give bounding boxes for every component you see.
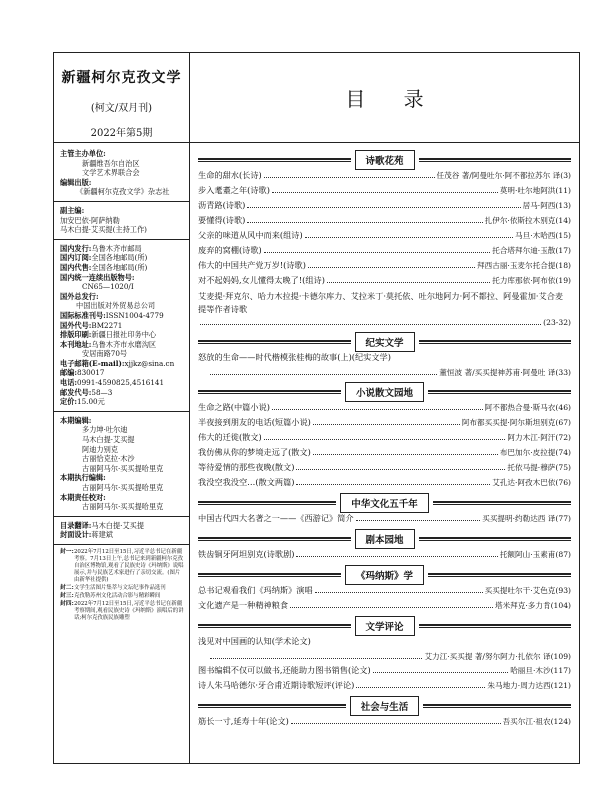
entry-page: (14)	[555, 216, 571, 225]
leader-dots	[356, 520, 481, 521]
entry-author: 董恒波 著/买买提神苏甫·阿曼吐 译	[439, 368, 556, 377]
agent-label: 国内代售:	[60, 262, 92, 272]
entry-page: (109)	[550, 652, 571, 661]
entry-title: 要懂得(诗歌)	[198, 215, 246, 225]
cover-note-key: 封二:	[60, 584, 74, 591]
entry-author: 艾孔达·阿孜木巴依	[492, 478, 556, 487]
cover-design-label: 封面设计:	[60, 530, 92, 540]
section-rule	[198, 624, 351, 628]
domestic-value: 乌鲁木齐市邮局	[91, 243, 142, 253]
foreign-code-value: BM2271	[91, 320, 123, 330]
section-title: 诗歌花苑	[355, 150, 415, 170]
entry-author: 艾力江·买买提 著/努尔阿力·扎依尔 译	[424, 652, 551, 661]
postal-code-label: 邮发代号:	[60, 387, 92, 397]
toc-entry[interactable]	[198, 352, 571, 367]
editor-value: 《新疆柯尔克孜文学》杂志社	[76, 187, 170, 197]
section-rule	[428, 390, 571, 394]
entry-page: (117)	[550, 666, 571, 675]
entry-author: 居马·阿西	[522, 201, 556, 210]
toc-entry[interactable]	[198, 600, 571, 615]
entry-page: (17)	[555, 246, 571, 255]
entry-title: 伟大的中国共产党万岁!(诗歌)	[198, 260, 306, 270]
section-header	[198, 384, 571, 399]
entry-author: 阿布都买买提·阿尔斯坦别克	[461, 418, 556, 427]
domestic-label: 国内发行:	[60, 243, 92, 253]
section-header	[198, 567, 571, 582]
entry-author: 莫明·吐尔地阿洪	[499, 186, 556, 195]
entry-author: 阿不都热合曼·斯马衣	[484, 403, 556, 412]
exec-editor-label: 本期执行编辑:	[60, 473, 106, 483]
entry-author: 买买提吐尔干·艾色克	[484, 586, 556, 595]
entry-page: (74)	[555, 448, 571, 457]
email-label: 电子邮箱(E-mail):	[60, 358, 125, 368]
entry-page: (19)	[555, 276, 571, 285]
entry-title: 半夜接到朋友的电话(短篇小说)	[198, 417, 311, 427]
entry-title: 步入耄耋之年(诗歌)	[198, 185, 270, 195]
toc-entry[interactable]	[198, 636, 571, 651]
toc-entry[interactable]	[198, 245, 571, 260]
cover-note	[60, 549, 185, 584]
toc-entry[interactable]	[198, 200, 571, 215]
section-rule	[198, 158, 351, 162]
section-rule	[419, 340, 572, 344]
section-header	[198, 698, 571, 713]
entry-title: 铁齿铜牙阿坦别克(诗歌剧)	[198, 549, 295, 559]
section-rule	[419, 158, 572, 162]
leader-dots	[291, 723, 501, 724]
section-rule	[198, 573, 341, 577]
entry-page: (72)	[555, 433, 571, 442]
leader-dots	[210, 658, 422, 659]
editor-name: 多力坤·吐尔迪	[82, 425, 128, 435]
cover-note-text: 2022年7月12日至15日,习近平总书记在新疆考察。7月13日上午,总书记来到新疆柯尔克孜自治区博物馆,观看了民族史诗《玛纳斯》说唱展示,并与民族艺术家进行了亲切交流。(图片由新华社提供)	[74, 548, 184, 583]
leader-dots	[313, 454, 498, 455]
entry-title: 等待爱情的那些夜晚(散文)	[198, 462, 295, 472]
divider	[54, 544, 189, 545]
entry-title: 图书编辑不仅可以做书,还能助力图书销售(论文)	[198, 665, 371, 675]
entry-author: 哈丽旦·木沙	[510, 666, 551, 675]
address-line-2: 安居南路70号	[82, 349, 128, 359]
entry-page: (76)	[555, 478, 571, 487]
entry-author: 吾买尔江·祖农	[502, 717, 551, 726]
toc-entry[interactable]	[198, 185, 571, 200]
entry-title: 总书记观看我们《玛纳斯》演唱	[198, 585, 313, 595]
tel-label: 电话:	[60, 378, 78, 388]
entry-page: (15)	[555, 231, 571, 240]
entry-page: (3)	[560, 171, 571, 180]
deputy-editor-2: 马木白提·艾买提(主持工作)	[60, 225, 147, 235]
entry-title: 怒放的生命——时代楷模张桂梅的故事(上)(纪实文学)	[198, 352, 391, 362]
cn-label: 国内统一连续出版物号:	[60, 272, 135, 282]
toc-column	[190, 53, 579, 763]
section-header	[198, 152, 571, 167]
section-header	[198, 531, 571, 546]
entry-author: 塔米拜克·多力肯	[495, 601, 551, 610]
section-title: 剧本园地	[355, 529, 415, 549]
deputy-editor-1: 加安巴依·阿萨纳勒	[60, 215, 120, 225]
entry-page: (23-32)	[543, 318, 571, 327]
section-rule	[198, 537, 351, 541]
editor-name: 马木白提·艾买提	[82, 435, 135, 445]
toc-entry[interactable]	[198, 417, 571, 432]
divider	[54, 411, 189, 412]
toc-entry[interactable]	[198, 513, 571, 528]
entry-title: 废弃的窝棚(诗歌)	[198, 245, 262, 255]
section-title: 文学评论	[355, 616, 415, 636]
section-header	[198, 495, 571, 510]
entry-page: (18)	[555, 261, 571, 270]
subscription-value: 全国各地邮局(所)	[91, 253, 148, 263]
foreign-value: 中国出版对外贸易总公司	[76, 301, 156, 311]
toc-entry[interactable]	[198, 477, 571, 492]
entry-title: 父亲的味道从风中而来(组诗)	[198, 230, 303, 240]
entry-title: 伟大的迁徙(散文)	[198, 432, 262, 442]
subscription-label: 国内订阅:	[60, 253, 92, 263]
leader-dots	[264, 252, 491, 253]
divider	[54, 239, 189, 240]
section-rule	[198, 390, 341, 394]
leader-dots	[305, 237, 513, 238]
entry-author: 买买提明·约勒达西 译	[482, 514, 556, 523]
entry-page: (75)	[555, 463, 571, 472]
foreign-code-label: 国外代号:	[60, 320, 92, 330]
proofreader-value: 古丽阿马尔·买买提哈里克	[82, 502, 164, 512]
section-header	[198, 618, 571, 633]
cover-note-text: 文学生活图片集萃与文坛纪事作品选刊	[74, 584, 166, 591]
entry-page: (13)	[555, 201, 571, 210]
cover-design-value: 蒋建斌	[91, 530, 113, 540]
toc-entry[interactable]	[198, 665, 571, 680]
leader-dots	[290, 607, 493, 608]
entry-title: 我没空我没空…(散文两篇)	[198, 477, 295, 487]
entry-page: (77)	[555, 514, 571, 523]
toc-entry[interactable]	[198, 447, 571, 462]
print-label: 排版印刷:	[60, 330, 92, 340]
toc-entry[interactable]	[198, 170, 571, 185]
entry-page: (46)	[555, 403, 571, 412]
leader-dots	[264, 439, 506, 440]
entry-page: (87)	[555, 550, 571, 559]
leader-dots	[296, 469, 505, 470]
cover-notes	[60, 549, 185, 622]
entry-author: 托合塔拜尔迪·玉散	[492, 246, 556, 255]
section-title: 中华文化五千年	[340, 493, 429, 513]
toc-entry[interactable]	[198, 716, 571, 731]
leader-dots	[210, 374, 437, 375]
editor-name: 阿迪力别克	[82, 444, 118, 454]
cover-note-key: 封四:	[60, 600, 74, 607]
toc-entry[interactable]	[198, 549, 571, 564]
entry-page: (11)	[555, 186, 571, 195]
entry-title: 生命的甜水(长诗)	[198, 170, 262, 180]
cover-note-text: 2022年7月12日至15日,习近平总书记在新疆考察期间,观看民族史诗《玛纳斯》演唱后的讲话;柯尔克孜族民族雕塑	[74, 600, 184, 621]
entry-page: (124)	[550, 717, 571, 726]
entry-page: (104)	[550, 601, 571, 610]
entry-title: 浅见对中国画的认知(学术论文)	[198, 636, 311, 646]
entry-author: 任茂谷 著/阿曼吐尔·阿不都拉苏尔 译	[436, 171, 561, 180]
address-line-1: 乌鲁木齐市水磨沟区	[91, 339, 157, 349]
leader-dots	[272, 409, 483, 410]
entry-title: 生命之路(中篇小说)	[198, 402, 270, 412]
cover-note	[60, 593, 185, 600]
toc-title: 目 录	[345, 87, 440, 111]
editor-name: 古丽恰克拉·木沙	[82, 454, 135, 464]
toc-entry[interactable]	[198, 215, 571, 230]
price-value: 15.00元	[77, 397, 105, 407]
exec-editor-value: 古丽阿马尔·买买提哈里克	[82, 483, 164, 492]
section-title: 社会与生活	[350, 696, 420, 716]
entry-author: 拜西古丽·玉麦尔托合提	[477, 261, 556, 270]
entry-title: 对不起妈妈,女儿懂得太晚了!(组诗)	[198, 275, 325, 285]
issn-label: 国际标准刊号:	[60, 310, 106, 320]
section-title: 小说散文园地	[345, 382, 424, 402]
issn-value: ISSN1004-4779	[105, 310, 164, 320]
toc-entry-credit[interactable]	[198, 367, 571, 381]
tel-value: 0991-4590825,4516141	[77, 378, 165, 388]
masthead	[54, 53, 189, 143]
toc-entry[interactable]	[198, 275, 571, 290]
entry-author: 阿力木江·阿汗	[507, 433, 556, 442]
page-frame	[53, 52, 580, 764]
entry-author: 扎伊尔·依斯拉木别克	[484, 216, 556, 225]
entry-author: 托力库那依·阿布依	[492, 276, 556, 285]
leader-dots	[308, 267, 475, 268]
section-title: 《玛纳斯》学	[345, 565, 424, 585]
leader-dots	[264, 177, 435, 178]
print-value: 新疆日报社印务中心	[91, 330, 157, 340]
leader-dots	[327, 282, 490, 283]
leader-dots	[313, 424, 460, 425]
leader-dots	[296, 484, 490, 485]
toc-header	[190, 53, 579, 143]
agent-value: 全国各地邮局(所)	[91, 262, 148, 272]
section-rule	[419, 537, 572, 541]
toc-entry[interactable]	[198, 260, 571, 275]
toc-list	[190, 143, 579, 731]
toc-entry[interactable]	[198, 402, 571, 417]
divider	[54, 516, 189, 517]
entry-title: 筋长一寸,延寿十年(论文)	[198, 716, 289, 726]
section-rule	[433, 501, 571, 505]
email-value: xjjkz@sina.cn	[124, 358, 175, 368]
entry-title: 艾麦提·拜克尔、哈力木拉提·卡德尔库力、艾拉米丁·莫托依、吐尔地阿力·阿不都拉、阿曼霍加·艾合麦提等作者诗歌	[198, 291, 564, 314]
post-value: 830017	[77, 368, 105, 378]
entry-author: 托依马提·穆萨	[507, 463, 556, 472]
entry-title: 文化遗产是一种精神粮食	[198, 600, 289, 610]
issue-number: 2022年第5期	[90, 128, 153, 139]
leader-dots	[272, 192, 498, 193]
cover-note-text: 克孜勒苏州文化活动合影与精彩瞬间	[74, 592, 161, 599]
toc-entry[interactable]	[198, 230, 571, 245]
leader-dots	[247, 207, 520, 208]
proofreader-label: 本期责任校对:	[60, 492, 106, 502]
leader-dots	[356, 687, 485, 688]
toc-entry[interactable]	[198, 432, 571, 447]
editor-label: 编辑出版:	[60, 177, 92, 187]
post-label: 邮编:	[60, 368, 78, 378]
toc-translator-value: 马木白提·艾买提	[91, 520, 145, 530]
deputy-label: 副主编:	[60, 205, 85, 215]
cover-note-key: 封三:	[60, 592, 74, 599]
magazine-title: 新疆柯尔克孜文学	[61, 70, 182, 86]
masthead-column	[54, 53, 190, 763]
editor-name: 古丽阿马尔·买买提哈里克	[82, 463, 164, 473]
section-rule	[198, 704, 346, 708]
entry-title: 我仿佛从你的梦境走远了(散文)	[198, 447, 311, 457]
cn-value: CN65—1020/I	[82, 282, 134, 292]
entry-author: 马旦·木哈西	[515, 231, 556, 240]
toc-entry[interactable]	[198, 680, 571, 695]
leader-dots	[200, 324, 541, 325]
price-label: 定价:	[60, 397, 78, 407]
entry-author: 布巴加尔·皮拉提	[499, 448, 556, 457]
section-rule	[423, 704, 571, 708]
postal-code-value: 58—3	[91, 387, 113, 397]
entry-author: 朱马地力·周力达西	[487, 681, 551, 690]
entry-author: 托额阿山·玉素甫	[499, 550, 556, 559]
entry-title: 沥青路(诗歌)	[198, 200, 246, 210]
toc-entry-credit[interactable]	[198, 651, 571, 665]
section-rule	[419, 624, 572, 628]
cover-note	[60, 601, 185, 622]
toc-entry[interactable]	[198, 585, 571, 600]
section-rule	[428, 573, 571, 577]
magazine-subtitle: (柯文/双月刊)	[90, 103, 153, 114]
leader-dots	[296, 556, 497, 557]
colophon	[54, 143, 189, 622]
toc-translator-label: 目录翻译:	[60, 520, 92, 530]
cover-note	[60, 585, 185, 592]
entry-page: (67)	[555, 418, 571, 427]
leader-dots	[247, 222, 482, 223]
section-rule	[198, 340, 351, 344]
toc-entry-tail	[198, 316, 571, 331]
entry-page: (33)	[555, 368, 571, 377]
section-rule	[198, 501, 336, 505]
address-label: 本刊地址:	[60, 339, 92, 349]
cover-note-key: 封一:	[60, 548, 74, 555]
section-title: 纪实文学	[355, 332, 415, 352]
toc-entry[interactable]	[198, 462, 571, 477]
leader-dots	[315, 592, 483, 593]
sponsor-label: 主管主办单位:	[60, 149, 106, 158]
foreign-label: 国外总发行:	[60, 291, 99, 301]
entry-page: (93)	[555, 586, 571, 595]
toc-entry[interactable]	[198, 290, 571, 331]
sponsor-line-2: 文学艺术界联合会	[82, 168, 140, 178]
entry-page: (121)	[550, 681, 571, 690]
editors-label: 本期编辑:	[60, 415, 92, 425]
sponsor-line-1: 新疆维吾尔自治区	[82, 158, 140, 168]
entry-title: 中国古代四大名著之一——《西游记》简介	[198, 513, 354, 523]
entry-title: 诗人朱马哈德尔·牙合甫近期诗歌短评(评论)	[198, 680, 355, 690]
divider	[54, 201, 189, 202]
leader-dots	[373, 672, 508, 673]
section-header	[198, 334, 571, 349]
